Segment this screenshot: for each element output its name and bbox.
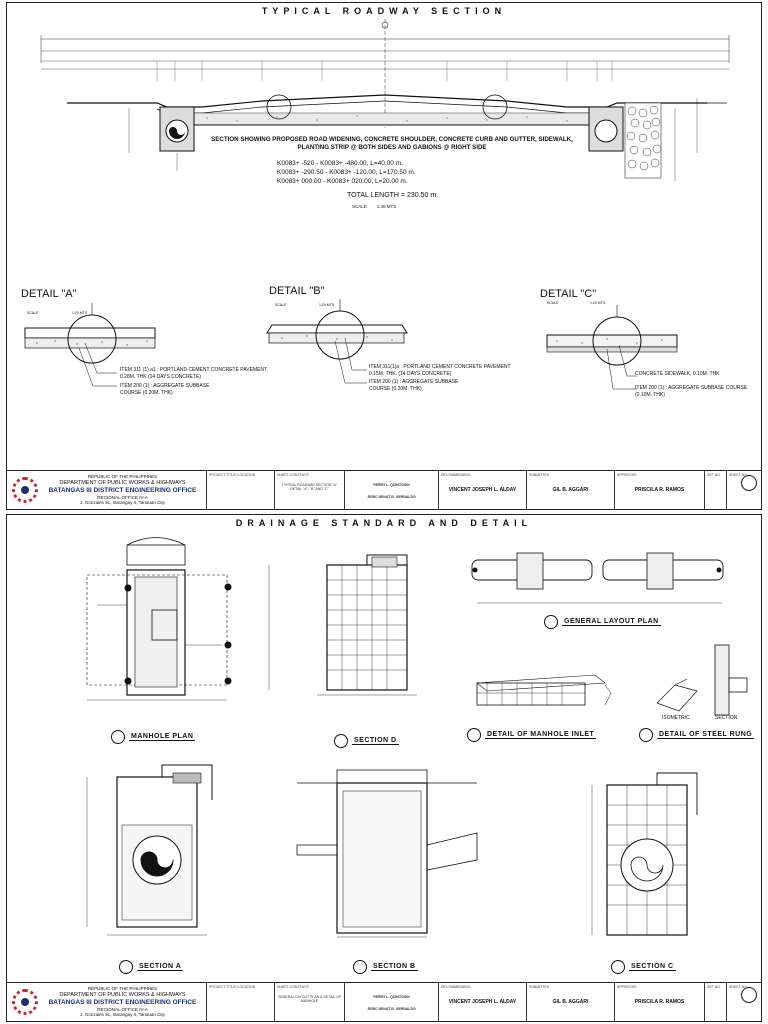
section-note: SECTION SHOWING PROPOSED ROAD WIDENING, CONCRETE SHOULDER, CONCRETE CURB AND GUTTER, SIDEWALK, PLANTING STRIP @ BOTH SIDES AND GABIONS @ RIGHT SIDE xyxy=(211,136,573,152)
section-a-label: SECTION A xyxy=(119,960,183,974)
svg-text:SCALE: SCALE xyxy=(27,311,39,315)
section-c-label: SECTION C xyxy=(611,960,676,974)
sheet-no-cell: SHEET NO. xyxy=(727,983,761,1021)
total-length: TOTAL LENGTH = 230.50 m. xyxy=(347,192,439,199)
manhole-plan-drawing xyxy=(87,538,231,701)
section-b-label: SECTION B xyxy=(353,960,418,974)
scale-value: 1:40 MTS xyxy=(376,204,397,209)
sheet-title: TYPICAL ROADWAY SECTION xyxy=(261,6,507,16)
sheet-contents-cell: SHEET CONTENTS GENERAL LAYOUT PLAN & DETAIL OF MANHOLE xyxy=(275,983,345,1021)
section-d-label: SECTION D xyxy=(334,734,399,748)
steel-rung-label: DETAIL OF STEEL RUNG xyxy=(639,728,754,742)
detail-c-note-subbase: ITEM 200 (1) : AGGREGATE SUBBASE COURSE (0.10M. THK) xyxy=(635,385,748,398)
manhole-plan-label: MANHOLE PLAN xyxy=(111,730,195,744)
agency-block: REPUBLIC OF THE PHILIPPINES DEPARTMENT OF PUBLIC WORKS & HIGHWAYS BATANGAS III DISTRICT ENGINEERING OFFICE REGIONAL OFFICE IV-A J. Gonzales St., Barangay 4, Tanauan City xyxy=(7,471,207,509)
sheet-title: DRAINAGE STANDARD AND DETAIL xyxy=(235,518,533,528)
manhole-inlet-drawing xyxy=(477,675,611,705)
section-b-drawing xyxy=(297,770,477,937)
svg-text:1:20 MTS.: 1:20 MTS. xyxy=(72,311,89,315)
dpwh-logo-icon xyxy=(12,477,38,503)
roadway-section-drawing xyxy=(7,3,762,473)
title-block xyxy=(7,470,761,509)
scale-row xyxy=(352,204,396,209)
sheet-drainage-standard xyxy=(6,514,762,1022)
project-title-cell: PROJECT TITLE/ LOCATION xyxy=(207,471,275,509)
general-layout-label: GENERAL LAYOUT PLAN xyxy=(544,615,661,629)
manhole-inlet-label: DETAIL OF MANHOLE INLET xyxy=(467,728,596,742)
detail-b-title: DETAIL "B" xyxy=(269,285,325,297)
svg-text:SCALE: SCALE xyxy=(547,301,559,305)
sheet-no-cell: SHEET NO. xyxy=(727,471,761,509)
isometric-label: ISOMETRIC xyxy=(662,715,690,721)
svg-text:1:20 MTS.: 1:20 MTS. xyxy=(319,303,336,307)
set-no-cell: SET NO. xyxy=(705,983,727,1021)
svg-text:1:20 MTS.: 1:20 MTS. xyxy=(590,301,607,305)
sheet-contents-cell: SHEET CONTENTS TYPICAL ROADWAY SECTION "A" DETAIL "A", "B" AND "C" xyxy=(275,471,345,509)
detail-c-note-sidewalk: CONCRETE SIDEWALK, 0.10M. THK xyxy=(635,371,720,377)
recommending-cell: RECOMMENDING VINCENT JOSEPH L. ALDAY xyxy=(439,983,527,1021)
detail-a-note-subbase: ITEM 200 (1) : AGGREGATE SUBBASE COURSE (0.20M. THK) xyxy=(120,383,210,396)
scale-label: SCALE xyxy=(352,204,367,209)
sheet-typical-roadway-section xyxy=(6,2,762,510)
detail-a-title: DETAIL "A" xyxy=(21,288,77,300)
project-title-cell: PROJECT TITLE/ LOCATION xyxy=(207,983,275,1021)
title-block xyxy=(7,982,761,1021)
svg-text:SCALE: SCALE xyxy=(275,303,287,307)
section-a-drawing xyxy=(87,765,212,935)
approved-cell: APPROVED PRISCILA R. RAMOS xyxy=(615,471,705,509)
sheet-number-badge xyxy=(741,475,757,491)
steel-rung-drawing xyxy=(657,645,747,715)
designed-cell: PERRY L. QUINTOSIN JERIC RENAT B. GERNALDO xyxy=(345,471,439,509)
section-c-drawing xyxy=(592,773,697,935)
section-d-drawing xyxy=(269,555,417,695)
station-line: K0083+ -290.50 - K0083+ -120.00, L=170.50 m. xyxy=(277,168,416,176)
designed-cell: PERRY L. QUINTOSIN JERIC RENAT B. GERNALDO xyxy=(345,983,439,1021)
agency-block: REPUBLIC OF THE PHILIPPINES DEPARTMENT OF PUBLIC WORKS & HIGHWAYS BATANGAS III DISTRICT ENGINEERING OFFICE REGIONAL OFFICE IV-A J. Gonzales St., Barangay 4, Tanauan City xyxy=(7,983,207,1021)
approved-cell: APPROVED PRISCILA R. RAMOS xyxy=(615,983,705,1021)
dpwh-logo-icon xyxy=(12,989,38,1015)
detail-a-note-pavement: ITEM 311 (1) a1 : PORTLAND CEMENT CONCRETE PAVEMENT 0.28M. THK (14 DAYS CONCRETE) xyxy=(120,367,267,380)
detail-b-note-subbase: ITEM 200 (1) : AGGREGATE SUBBASE COURSE (0.20M. THK) xyxy=(369,379,459,392)
detail-b-note-pavement: ITEM 311(1)a : PORTLAND CEMENT CONCRETE PAVEMENT 0.15M. THK. (14 DAYS CONCRETE) xyxy=(369,364,511,377)
sheet-number-badge xyxy=(741,987,757,1003)
stations-list xyxy=(277,160,507,186)
station-line: K0083+ -520 - K0083+ -480.00, L=40.00 m. xyxy=(277,160,403,167)
drainage-drawings xyxy=(7,515,762,985)
station-line: K0083+ 000.00 - K0083+ 020.00, L=20.00 m. xyxy=(277,177,408,185)
recommending-cell: RECOMMENDING VINCENT JOSEPH L. ALDAY xyxy=(439,471,527,509)
section-label: SECTION xyxy=(715,715,738,721)
submitted-cell: SUBMITTED GIL B. AGGARI xyxy=(527,471,615,509)
submitted-cell: SUBMITTED GIL B. AGGARI xyxy=(527,983,615,1021)
general-layout-drawing xyxy=(472,553,723,603)
detail-c-title: DETAIL "C" xyxy=(540,288,597,300)
set-no-cell: SET NO. xyxy=(705,471,727,509)
